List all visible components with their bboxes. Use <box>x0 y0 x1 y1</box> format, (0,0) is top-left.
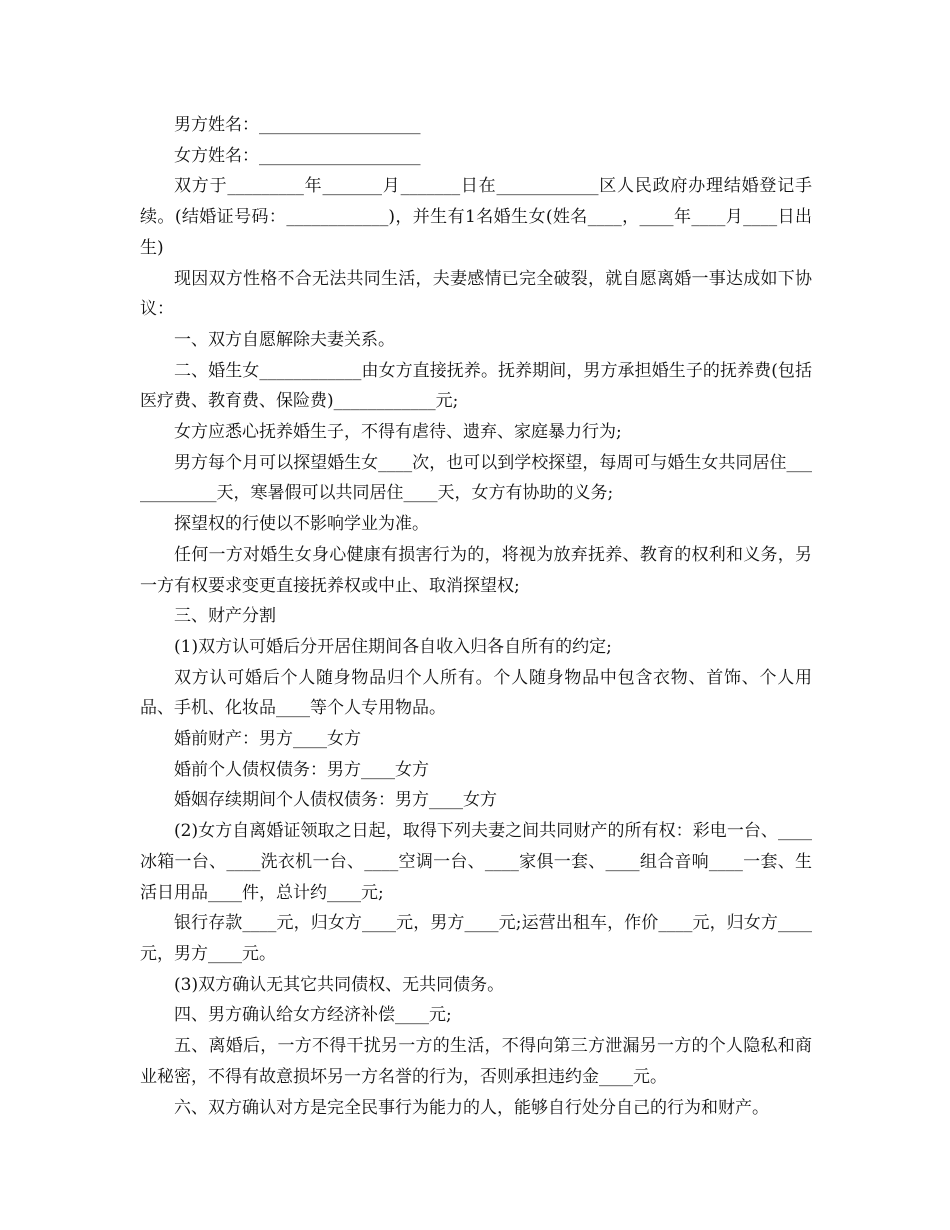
paragraph-income-agreement: (1)双方认可婚后分开居住期间各自收入归各自所有的约定; <box>174 636 612 657</box>
paragraph-clause-2: 二、婚生女____________由女方直接抚养。抚养期间，男方承担婚生子的抚养费(包括医疗费、教育费、保险费)____________元; <box>140 360 812 412</box>
paragraph-harm-clause: 任何一方对婚生女身心健康有损害行为的，将视为放弃抚养、教育的权利和义务，另一方有权要求变更直接抚养权或中止、取消探望权; <box>140 544 812 596</box>
paragraph-divorce-reason: 现因双方性格不合无法共同生活，夫妻感情已完全破裂，就自愿离婚一事达成如下协议： <box>140 268 812 320</box>
paragraph-visitation-condition: 探望权的行使以不影响学业为准。 <box>174 514 429 535</box>
agreement-body <box>140 110 812 1123</box>
paragraph-no-joint-debts: (3)双方确认无其它共同债权、无共同债务。 <box>174 974 505 995</box>
paragraph-personal-items: 双方认可婚后个人随身物品归个人所有。个人随身物品中包含衣物、首饰、个人用品、手机、化妆品____等个人专用物品。 <box>140 667 812 719</box>
paragraph-male-name: 男方姓名：___________________ <box>174 115 421 135</box>
paragraph-marriage-registration: 双方于_________年_______月_______日在____________区人民政府办理结婚登记手续。(结婚证号码：____________)，并生有1名婚生女(姓名____，____年____月____日出生) <box>140 176 812 258</box>
paragraph-care-duty: 女方应悉心抚养婚生子，不得有虐待、遗弃、家庭暴力行为; <box>174 422 622 443</box>
paragraph-clause-1: 一、双方自愿解除夫妻关系。 <box>174 329 395 350</box>
paragraph-marital-debts: 婚姻存续期间个人债权债务：男方____女方 <box>174 790 497 811</box>
paragraph-clause-6: 六、双方确认对方是完全民事行为能力的人，能够自行处分自己的行为和财产。 <box>174 1097 769 1118</box>
paragraph-joint-property: (2)女方自离婚证领取之日起，取得下列夫妻之间共同财产的所有权：彩电一台、____冰箱一台、____洗衣机一台、____空调一台、____家俱一套、____组合音响____一套、生活日用品____件，总计约____元; <box>140 821 812 903</box>
paragraph-premarital-property: 婚前财产：男方____女方 <box>174 729 361 750</box>
paragraph-female-name: 女方姓名：___________________ <box>174 145 421 166</box>
paragraph-clause-3-heading: 三、财产分割 <box>174 606 276 627</box>
paragraph-premarital-debts: 婚前个人债权债务：男方____女方 <box>174 759 429 780</box>
paragraph-clause-4: 四、男方确认给女方经济补偿____元; <box>174 1005 452 1026</box>
paragraph-bank-deposit: 银行存款____元，归女方____元，男方____元;运营出租车，作价____元，归女方____元，男方____元。 <box>140 913 812 964</box>
paragraph-visitation: 男方每个月可以探望婚生女____次，也可以到学校探望，每周可与婚生女共同居住____________天，寒暑假可以共同居住____天，女方有协助的义务; <box>140 452 812 504</box>
paragraph-clause-5: 五、离婚后，一方不得干扰另一方的生活，不得向第三方泄漏另一方的个人隐私和商业秘密，不得有故意损坏另一方名誉的行为，否则承担违约金____元。 <box>140 1036 812 1087</box>
